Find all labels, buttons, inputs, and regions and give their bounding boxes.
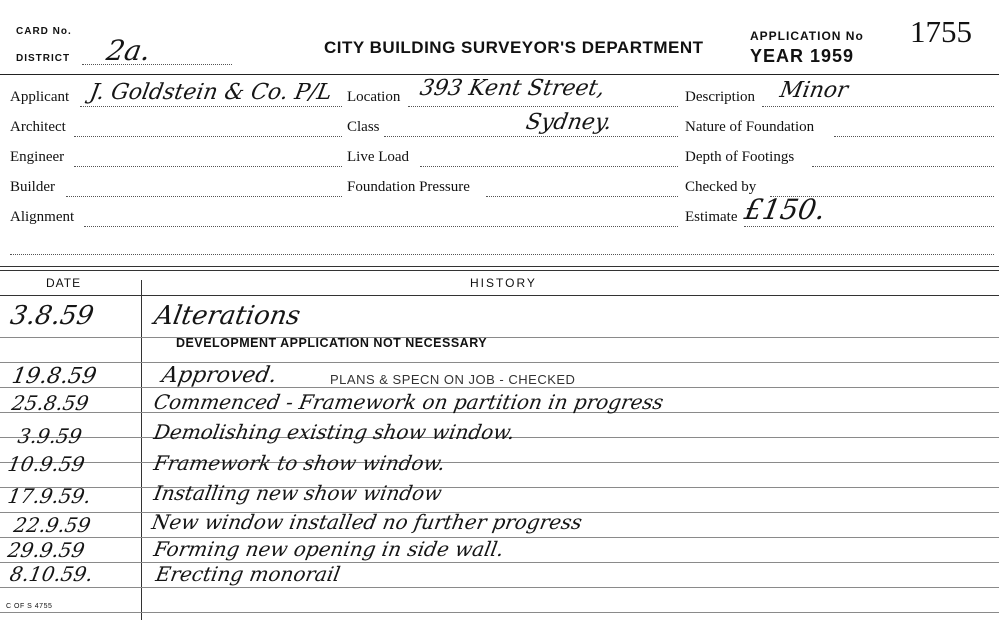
live-load-label: Live Load — [347, 149, 410, 165]
architect-label: Architect — [10, 119, 66, 135]
location-value-line2: Sydney. — [524, 110, 614, 135]
history-date: 3.9.59 — [16, 424, 84, 448]
card-no-label: CARD No. — [16, 26, 72, 37]
history-entry: Commenced - Framework on partition in progress — [152, 390, 666, 414]
checked-by-label: Checked by — [685, 179, 757, 195]
history-entry: Installing new show window — [152, 481, 444, 505]
history-entry: Demolishing existing show window. — [152, 420, 517, 444]
history-date: 3.8.59 — [8, 301, 96, 331]
history-date: 25.8.59 — [10, 391, 91, 415]
form-code: C OF S 4755 — [6, 603, 53, 610]
department-title: CITY BUILDING SURVEYOR'S DEPARTMENT — [324, 38, 704, 57]
engineer-label: Engineer — [10, 149, 65, 165]
district-label: DISTRICT — [16, 53, 71, 64]
estimate-value: £150. — [742, 193, 828, 226]
stamp-development: DEVELOPMENT APPLICATION NOT NECESSARY — [176, 336, 488, 350]
year-label: YEAR 1959 — [750, 46, 855, 66]
history-date: 10.9.59 — [6, 452, 87, 476]
nature-of-foundation-label: Nature of Foundation — [685, 119, 815, 135]
history-entry: Erecting monorail — [154, 562, 343, 586]
history-column-header: HISTORY — [470, 276, 537, 290]
builder-label: Builder — [10, 179, 55, 195]
history-entry: Forming new opening in side wall. — [152, 537, 506, 561]
foundation-pressure-label: Foundation Pressure — [347, 179, 470, 195]
alignment-label: Alignment — [10, 209, 75, 225]
district-value: 2a. — [104, 34, 154, 67]
date-column-header: DATE — [46, 276, 82, 290]
history-entry: Alterations — [152, 301, 303, 331]
application-label: APPLICATION No — [750, 29, 864, 43]
description-label: Description — [685, 89, 755, 105]
history-entry: New window installed no further progress — [150, 510, 584, 534]
history-date: 29.9.59 — [6, 538, 87, 562]
history-entry: Approved. — [160, 363, 279, 388]
stamp-plans: PLANS & SPECN ON JOB - CHECKED — [330, 372, 576, 387]
history-date: 19.8.59 — [10, 364, 99, 389]
history-entry: Framework to show window. — [152, 451, 448, 475]
class-label: Class — [347, 119, 380, 135]
history-date: 22.9.59 — [12, 513, 93, 537]
location-label: Location — [347, 89, 401, 105]
application-number: 1755 — [910, 14, 972, 49]
estimate-label: Estimate — [685, 209, 738, 225]
history-date: 17.9.59. — [6, 484, 93, 508]
location-value-line1: 393 Kent Street, — [418, 76, 607, 101]
history-date: 8.10.59. — [8, 562, 95, 586]
applicant-value: J. Goldstein & Co. P/L — [88, 80, 334, 105]
description-value: Minor — [778, 78, 850, 103]
applicant-label: Applicant — [10, 89, 70, 105]
depth-of-footings-label: Depth of Footings — [685, 149, 795, 165]
